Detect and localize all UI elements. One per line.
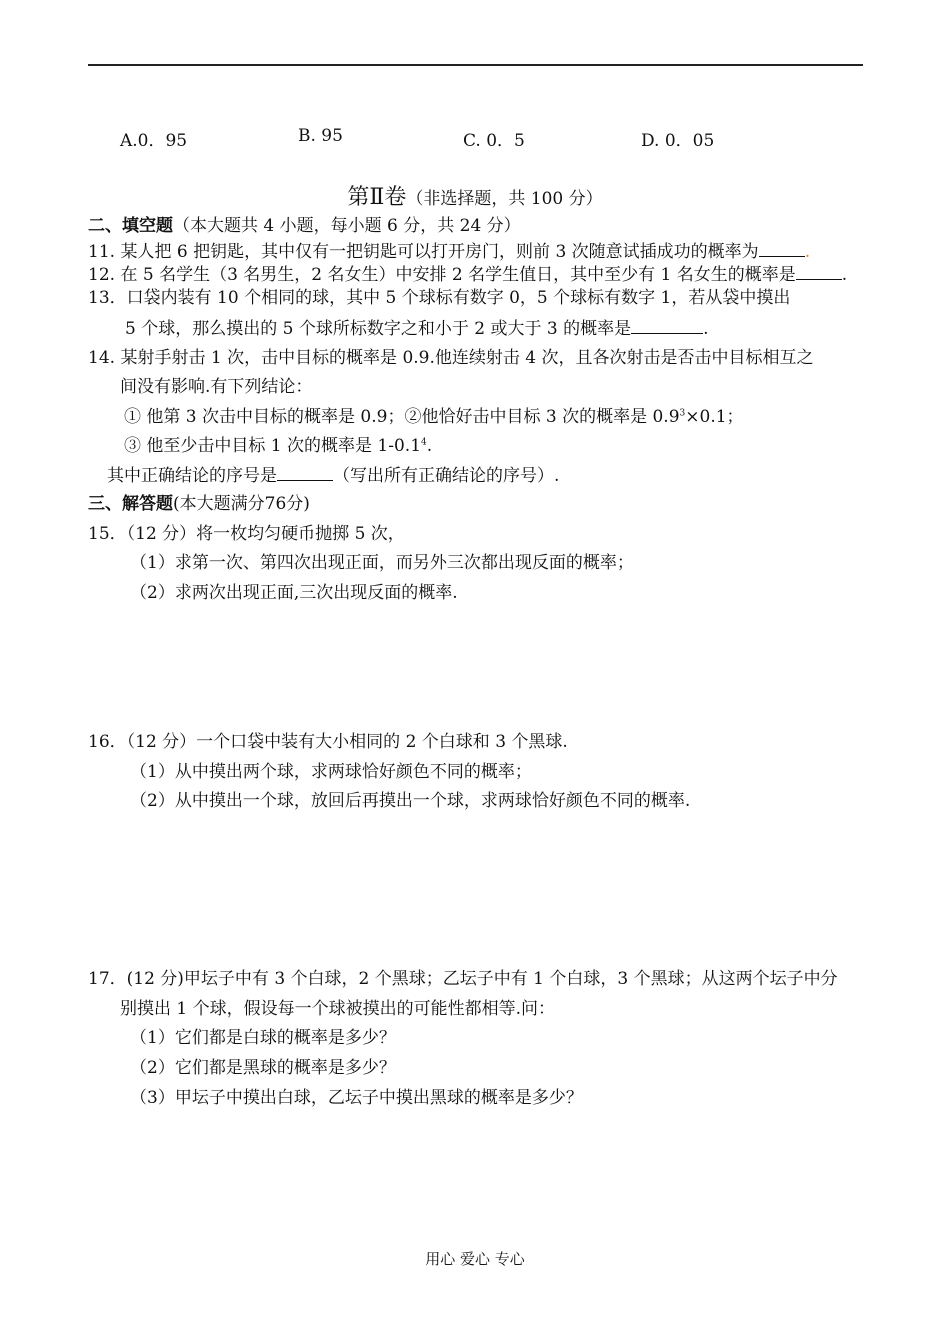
statement-3-suffix: . bbox=[426, 436, 433, 456]
question-15-part-2: （2）求两次出现正面,三次出现反面的概率. bbox=[130, 583, 458, 603]
question-17-part-2: （2）它们都是黑球的概率是多少？ bbox=[130, 1058, 396, 1078]
option-b: B. 95 bbox=[298, 126, 343, 146]
question-11-text: 11. 某人把 6 把钥匙，其中仅有一把钥匙可以打开房门，则前 3 次随意试插成功的概率为 bbox=[88, 242, 759, 262]
question-14-statement-3 bbox=[124, 435, 432, 457]
solve-heading-detail: (本大题满分76分) bbox=[173, 494, 310, 514]
fill-heading-label: 二、填空题 bbox=[88, 216, 173, 236]
question-15: 15．（12 分）将一枚均匀硬币抛掷 5 次， bbox=[88, 524, 405, 544]
question-14-line1: 14. 某射手射击 1 次，击中目标的概率是 0.9.他连续射击 4 次，且各次射击是否击中目标相互之 bbox=[88, 348, 814, 368]
solve-heading bbox=[88, 493, 310, 515]
option-d: D. 0．05 bbox=[641, 131, 715, 151]
option-a: A.0．95 bbox=[120, 131, 188, 151]
question-14-answer-prefix: 其中正确结论的序号是 bbox=[107, 466, 277, 486]
question-14-answer-suffix: （写出所有正确结论的序号）. bbox=[333, 466, 560, 486]
page-footer: 用心 爱心 专心 bbox=[425, 1250, 525, 1268]
question-14-statement-1-2 bbox=[124, 406, 744, 428]
statement-2-exponent: 3 bbox=[679, 408, 686, 419]
section-title bbox=[0, 184, 950, 213]
answer-blank-13[interactable] bbox=[631, 317, 703, 334]
fill-heading bbox=[88, 215, 521, 237]
statement-1-2-text: ① 他第 3 次击中目标的概率是 0.9；②他恰好击中目标 3 次的概率是 0.9 bbox=[124, 407, 680, 427]
section-title-sub: （非选择题，共 100 分） bbox=[406, 189, 603, 209]
answer-blank-12[interactable] bbox=[796, 263, 842, 280]
question-15-part-1: （1）求第一次、第四次出现正面，而另外三次都出现反面的概率； bbox=[130, 553, 634, 573]
question-14-line2: 间没有影响.有下列结论： bbox=[120, 377, 313, 397]
question-16-part-1: （1）从中摸出两个球，求两球恰好颜色不同的概率； bbox=[130, 762, 532, 782]
question-17-line2: 别摸出 1 个球，假设每一个球被摸出的可能性都相等.问： bbox=[120, 999, 556, 1019]
question-17-part-1: （1）它们都是白球的概率是多少？ bbox=[130, 1028, 396, 1048]
statement-3-text: ③ 他至少击中目标 1 次的概率是 1-0.1 bbox=[124, 436, 422, 456]
statement-3-exponent: 4 bbox=[421, 437, 427, 448]
question-11-end: . bbox=[804, 242, 811, 262]
section-title-main: 第Ⅱ卷 bbox=[347, 185, 407, 210]
solve-heading-label: 三、解答题 bbox=[88, 494, 173, 514]
question-12-text: 12. 在 5 名学生（3 名男生，2 名女生）中安排 2 名学生值日，其中至少有 1 名女生的概率是 bbox=[88, 265, 796, 285]
fill-heading-detail: （本大题共 4 小题，每小题 6 分，共 24 分） bbox=[173, 216, 521, 236]
question-13-line1: 13．口袋内装有 10 个相同的球，其中 5 个球标有数字 0，5 个球标有数字 1，若从袋中摸出 bbox=[88, 288, 791, 308]
option-c: C. 0．5 bbox=[463, 131, 525, 151]
question-13-end: . bbox=[703, 319, 709, 339]
answer-blank-11[interactable] bbox=[759, 240, 805, 257]
answer-blank-14[interactable] bbox=[277, 464, 333, 481]
question-16: 16．（12 分）一个口袋中装有大小相同的 2 个白球和 3 个黑球. bbox=[88, 732, 568, 752]
header-rule bbox=[88, 64, 863, 66]
question-11 bbox=[88, 240, 810, 263]
question-17-part-3: （3）甲坛子中摸出白球，乙坛子中摸出黑球的概率是多少？ bbox=[130, 1088, 583, 1108]
question-13-text: 5 个球，那么摸出的 5 个球所标数字之和小于 2 或大于 3 的概率是 bbox=[125, 319, 632, 339]
question-12-end: . bbox=[841, 265, 848, 285]
question-17-line1: 17．(12 分)甲坛子中有 3 个白球，2 个黑球；乙坛子中有 1 个白球，3 个黑球；从这两个坛子中分 bbox=[88, 969, 838, 989]
question-13-line2 bbox=[125, 317, 709, 340]
question-12 bbox=[88, 263, 847, 286]
question-14-answer bbox=[107, 464, 559, 487]
question-16-part-2: （2）从中摸出一个球，放回后再摸出一个球，求两球恰好颜色不同的概率. bbox=[130, 791, 691, 811]
statement-2-suffix: ×0.1； bbox=[685, 407, 744, 427]
